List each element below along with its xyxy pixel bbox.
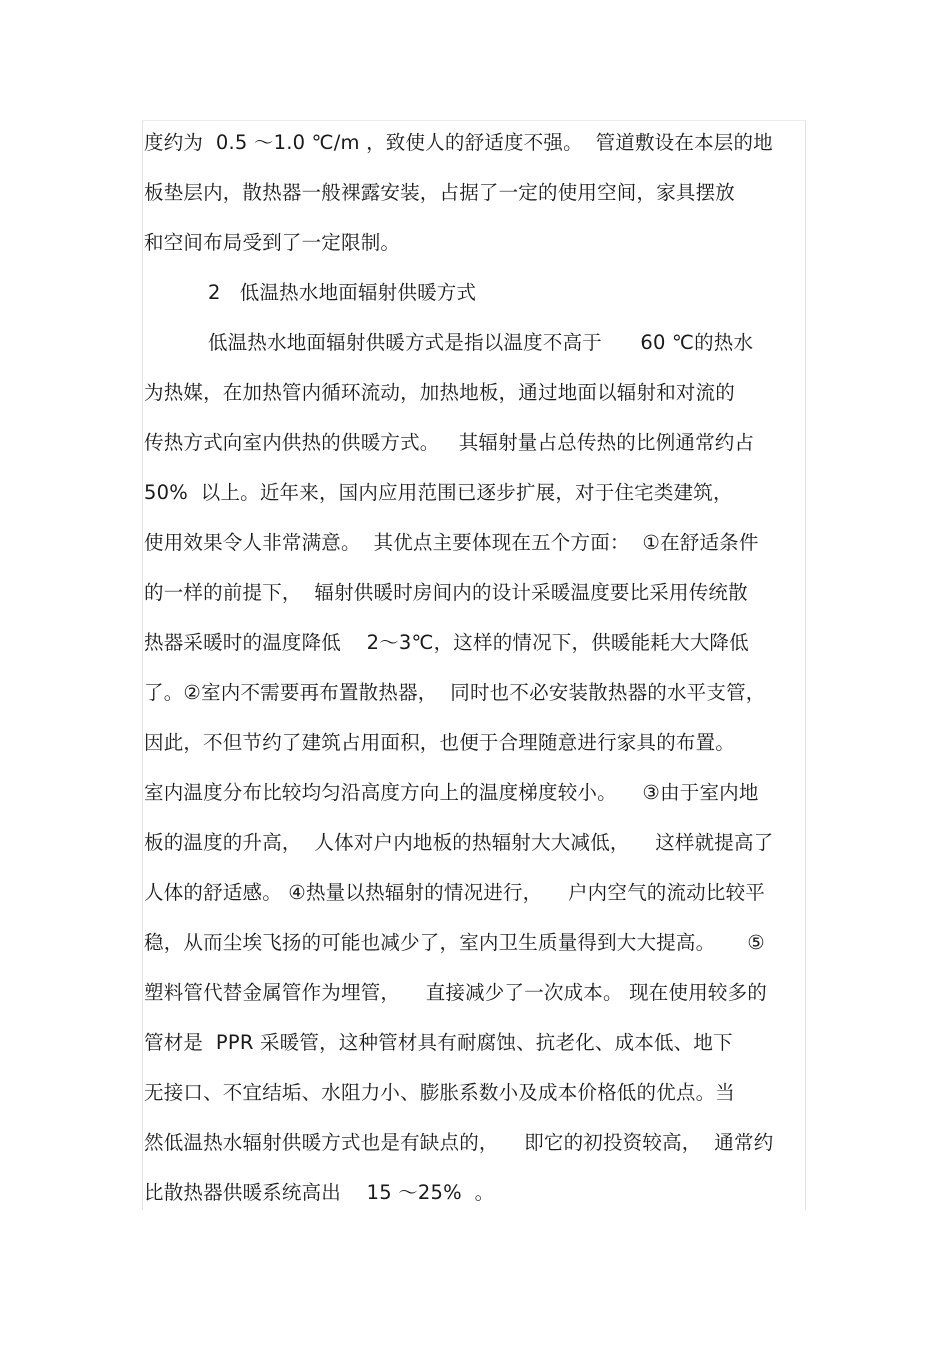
text-line: 使用效果令人非常满意。 其优点主要体现在五个方面： ①在舒适条件	[144, 531, 759, 554]
text-line: 板垫层内，散热器一般裸露安装，占据了一定的使用空间，家具摆放	[144, 181, 736, 204]
text-line: 塑料管代替金属管作为埋管， 直接减少了一次成本。 现在使用较多的	[144, 981, 767, 1004]
text-line: 稳，从而尘埃飞扬的可能也减少了，室内卫生质量得到大大提高。 ⑤	[144, 931, 765, 954]
text-line: 的一样的前提下， 辐射供暖时房间内的设计采暖温度要比采用传统散	[144, 581, 748, 604]
document-body	[144, 121, 824, 1221]
text-line: 传热方式向室内供热的供暖方式。 其辐射量占总传热的比例通常约占	[144, 431, 755, 454]
text-line: 比散热器供暖系统高出 15 ～25% 。	[144, 1181, 495, 1204]
text-line: 为热媒，在加热管内循环流动，加热地板，通过地面以辐射和对流的	[144, 381, 736, 404]
text-line: 和空间布局受到了一定限制。	[144, 231, 401, 254]
text-line: 热器采暖时的温度降低 2～3℃，这样的情况下，供暖能耗大大降低	[144, 631, 749, 654]
text-line: 因此，不但节约了建筑占用面积，也便于合理随意进行家具的布置。	[144, 731, 736, 754]
text-line: 了。②室内不需要再布置散热器， 同时也不必安装散热器的水平支管，	[144, 681, 766, 704]
text-line: 低温热水地面辐射供暖方式是指以温度不高于 60 ℃的热水	[144, 331, 754, 354]
text-line: 板的温度的升高， 人体对户内地板的热辐射大大减低， 这样就提高了	[144, 831, 774, 854]
text-line: 度约为 0.5 ～1.0 ℃/m ，致使人的舒适度不强。 管道敷设在本层的地	[144, 131, 773, 154]
text-line: 50% 以上。近年来，国内应用范围已逐步扩展，对于住宅类建筑，	[144, 481, 733, 504]
text-line: 人体的舒适感。 ④热量以热辐射的情况进行， 户内空气的流动比较平	[144, 881, 765, 904]
text-line: 管材是 PPR 采暖管，这种管材具有耐腐蚀、抗老化、成本低、地下	[144, 1031, 733, 1054]
text-line: 室内温度分布比较均匀沿高度方向上的温度梯度较小。 ③由于室内地	[144, 781, 759, 804]
section-heading: 2 低温热水地面辐射供暖方式	[144, 281, 477, 304]
text-line: 然低温热水辐射供暖方式也是有缺点的， 即它的初投资较高， 通常约	[144, 1131, 774, 1154]
text-line: 无接口、不宜结垢、水阻力小、膨胀系数小及成本价格低的优点。当	[144, 1081, 736, 1104]
